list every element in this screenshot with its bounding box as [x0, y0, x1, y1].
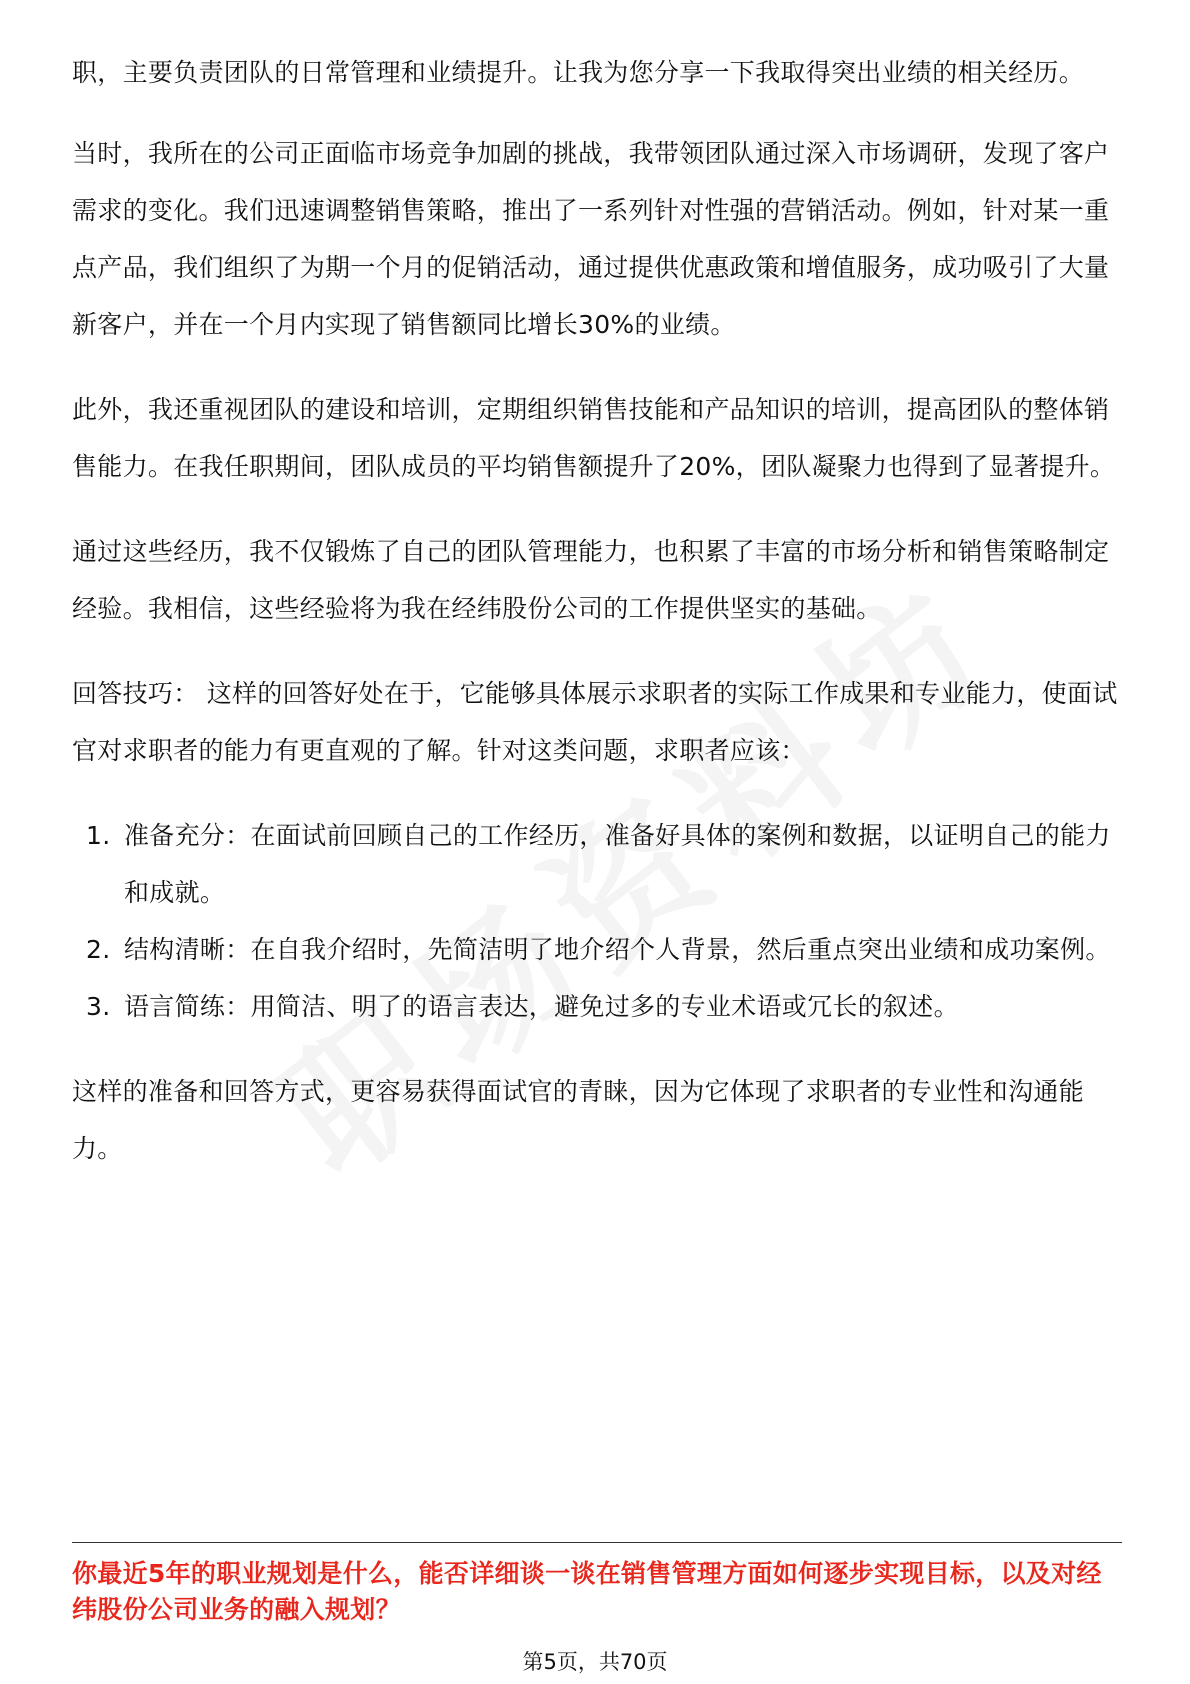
tips-list: [72, 807, 1122, 1035]
list-item: [72, 921, 1122, 978]
list-item-text: 准备充分：在面试前回顾自己的工作经历，准备好具体的案例和数据，以证明自己的能力和成就。: [124, 821, 1111, 907]
list-number: 1.: [86, 821, 111, 850]
paragraph-answer-tips: 回答技巧： 这样的回答好处在于，它能够具体展示求职者的实际工作成果和专业能力，使面试官对求职者的能力有更直观的了解。针对这类问题，求职者应该：: [72, 679, 1118, 765]
paragraph-experience: 当时，我所在的公司正面临市场竞争加剧的挑战，我带领团队通过深入市场调研，发现了客户需求的变化。我们迅速调整销售策略，推出了一系列针对性强的营销活动。例如，针对某一重点产品，我们组织了为期一个月的促销活动，通过提供优惠政策和增值服务，成功吸引了大量新客户，并在一个月内实现了销售额同比增长30%的业绩。: [72, 139, 1110, 339]
paragraph-intro: 职，主要负责团队的日常管理和业绩提升。让我为您分享一下我取得突出业绩的相关经历。: [72, 58, 1085, 87]
page-content: [72, 44, 1122, 1205]
list-item-text: 结构清晰：在自我介绍时，先简洁明了地介绍个人背景，然后重点突出业绩和成功案例。: [124, 935, 1111, 964]
list-item: [72, 807, 1122, 921]
paragraph-team-building: 此外，我还重视团队的建设和培训，定期组织销售技能和产品知识的培训，提高团队的整体销售能力。在我任职期间，团队成员的平均销售额提升了20%，团队凝聚力也得到了显著提升。: [72, 395, 1116, 481]
list-item-text: 语言简练：用简洁、明了的语言表达，避免过多的专业术语或冗长的叙述。: [124, 992, 959, 1021]
list-item: [72, 978, 1122, 1035]
next-question-heading: 你最近5年的职业规划是什么，能否详细谈一谈在销售管理方面如何逐步实现目标，以及对经纬股份公司业务的融入规划？: [72, 1559, 1102, 1624]
list-number: 2.: [86, 935, 111, 964]
section-divider: [72, 1542, 1122, 1543]
paragraph-summary: 通过这些经历，我不仅锻炼了自己的团队管理能力，也积累了丰富的市场分析和销售策略制定经验。我相信，这些经验将为我在经纬股份公司的工作提供坚实的基础。: [72, 537, 1110, 623]
paragraph-closing: 这样的准备和回答方式，更容易获得面试官的青睐，因为它体现了求职者的专业性和沟通能力。: [72, 1077, 1085, 1163]
list-number: 3.: [86, 992, 111, 1021]
page-number-footer: 第5页，共70页: [522, 1650, 668, 1674]
